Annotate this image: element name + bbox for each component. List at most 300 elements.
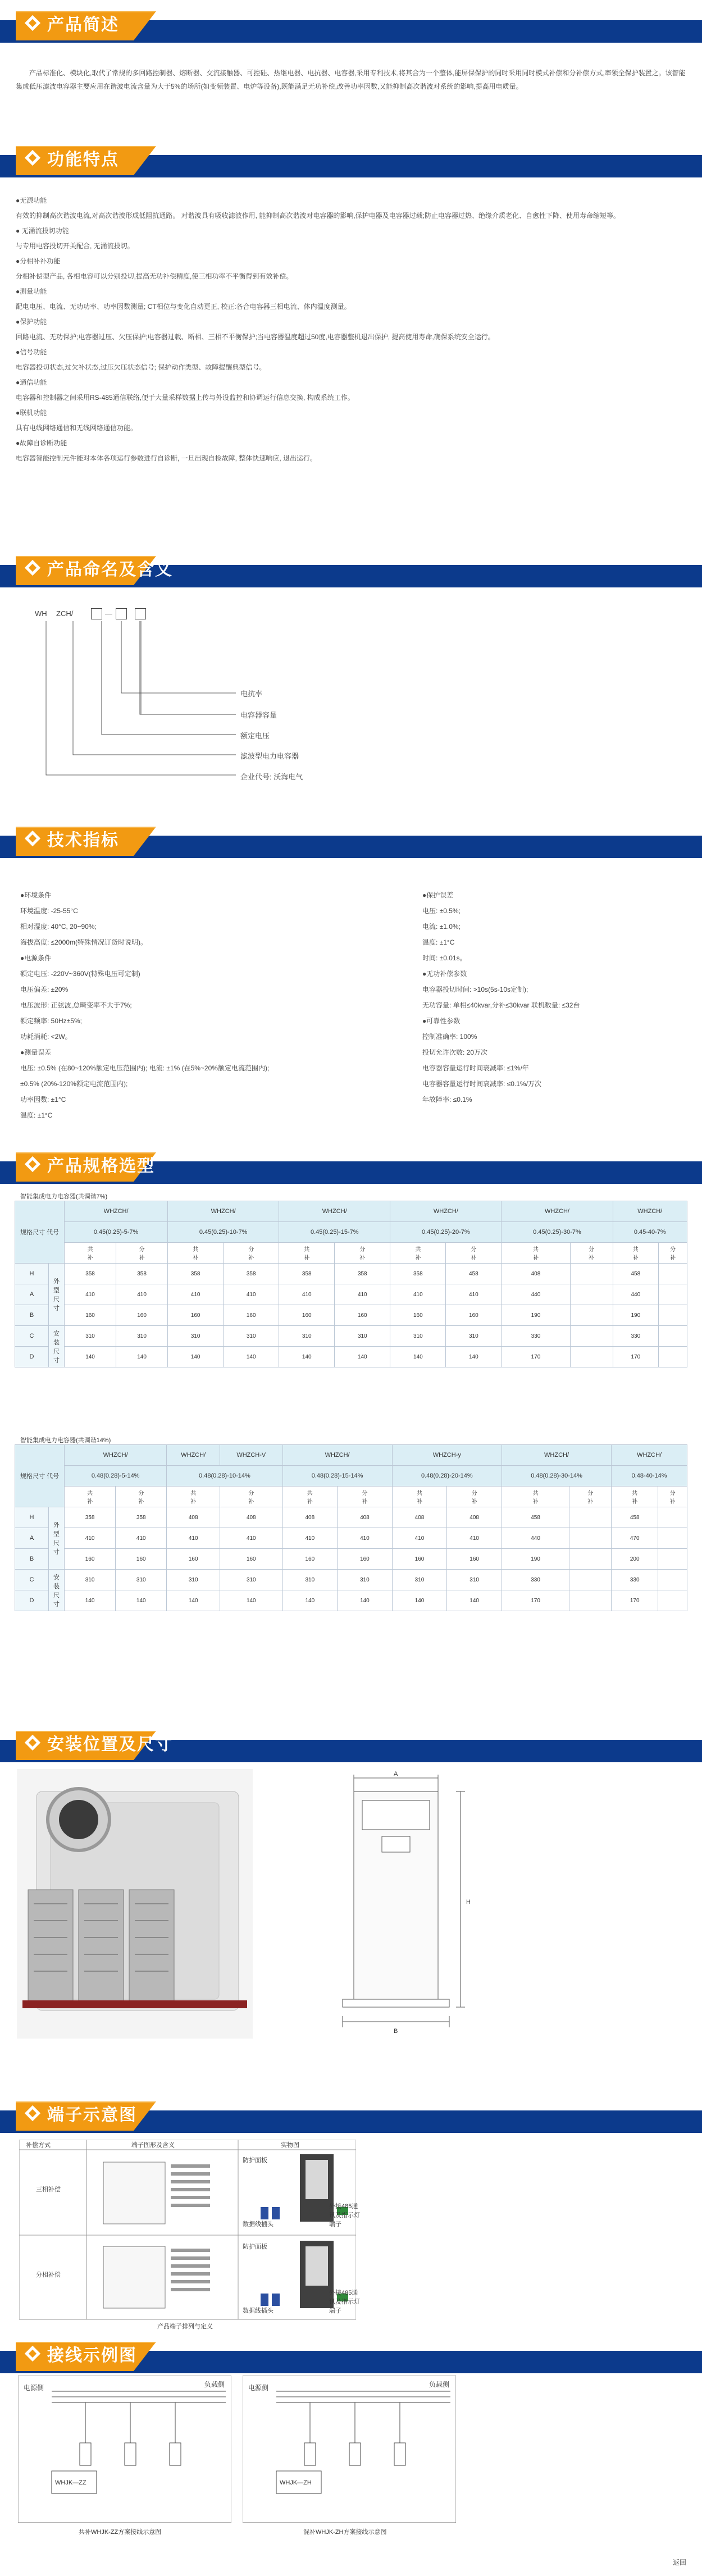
spec-line: 额定频率: 50Hz±5%; bbox=[20, 1017, 82, 1025]
table-cell bbox=[569, 1570, 612, 1590]
table-cell bbox=[570, 1305, 613, 1326]
spec-line: ●无功补偿参数 bbox=[422, 970, 467, 978]
terminal-header-figure: 端子图形及含义 bbox=[131, 2142, 175, 2149]
sub-mark: 补 bbox=[669, 1499, 676, 1505]
table-row bbox=[15, 1326, 687, 1347]
group-char: 安 bbox=[53, 1330, 60, 1337]
terminal-header-mode: 补偿方式 bbox=[26, 2142, 51, 2149]
table-cell bbox=[569, 1507, 612, 1528]
table2-caption: 智能集成电力电容器(共调谐14%) bbox=[20, 1437, 111, 1444]
spec-line: ●可靠性参数 bbox=[422, 1017, 461, 1025]
table-cell: 358 bbox=[65, 1507, 116, 1528]
table-cell: 330 bbox=[613, 1326, 659, 1347]
table-cell: 170 bbox=[612, 1590, 658, 1611]
label-panel: 防护面板 bbox=[243, 2244, 267, 2250]
model-param: 0.48-40-14% bbox=[612, 1466, 687, 1487]
table-cell bbox=[659, 1284, 687, 1305]
feature-line: 电容器投切状态,过欠补状态,过压欠压状态信号; 保护动作类型、故障提醒典型信号。 bbox=[16, 363, 266, 371]
sub-mode: 共 bbox=[307, 1490, 313, 1497]
table-cell: 140 bbox=[65, 1590, 116, 1611]
feature-line: ●通信功能 bbox=[16, 379, 47, 386]
table-cell: 160 bbox=[220, 1549, 282, 1570]
table-cell: 160 bbox=[446, 1305, 502, 1326]
sub-header-cell bbox=[167, 1487, 220, 1507]
table-cell: 190 bbox=[502, 1305, 570, 1326]
sub-mode: 共 bbox=[532, 1247, 539, 1253]
table-cell: 408 bbox=[282, 1507, 338, 1528]
spec-line: 电流: ±1.0%; bbox=[422, 923, 461, 931]
sub-mark: 补 bbox=[87, 1255, 93, 1261]
terminal-header-photo: 实物图 bbox=[281, 2142, 299, 2149]
table-cell: 310 bbox=[224, 1326, 279, 1347]
table-cell: 410 bbox=[220, 1528, 282, 1549]
sub-mark: 补 bbox=[87, 1499, 93, 1505]
sub-mode: 共 bbox=[415, 1247, 421, 1253]
table-cell: 440 bbox=[502, 1284, 570, 1305]
table-cell: 310 bbox=[279, 1326, 335, 1347]
sub-header-cell bbox=[338, 1487, 393, 1507]
group-char: 寸 bbox=[53, 1305, 60, 1312]
table-cell: 160 bbox=[392, 1549, 447, 1570]
code-dash: — bbox=[105, 609, 112, 618]
naming-label: 电容器容量 bbox=[240, 711, 277, 719]
feature-line: 配电电压、电流、无功功率、功率因数测量; CT相位与变化自动更正, 校正:各合电容器三相电流、体内温度测量。 bbox=[16, 303, 351, 311]
model-code: WHZCH/ bbox=[282, 1445, 392, 1466]
spec-line: 电压: ±0.5% (在80~120%额定电压范围内); 电流: ±1% (在5%~20%额定电流范围内); bbox=[20, 1064, 270, 1072]
section-terminal-header bbox=[0, 2100, 702, 2133]
spec-line: 电压波形: 正弦波,总畸变率不大于7%; bbox=[20, 1001, 132, 1009]
table-cell: 440 bbox=[502, 1528, 569, 1549]
table1-body bbox=[15, 1201, 687, 1367]
table-cell: 160 bbox=[390, 1305, 446, 1326]
sub-mark: 补 bbox=[417, 1499, 422, 1505]
dimension-label: H bbox=[15, 1264, 49, 1284]
sub-mark: 补 bbox=[362, 1499, 368, 1505]
group-label bbox=[49, 1264, 65, 1326]
naming-label: 电抗率 bbox=[240, 690, 263, 698]
table-cell bbox=[658, 1570, 687, 1590]
sub-mode: 分 bbox=[471, 1490, 477, 1497]
spec-line: 电容器容量运行时间衰减率: ≤0.1%/万次 bbox=[422, 1080, 541, 1088]
table-cell: 140 bbox=[446, 1347, 502, 1367]
wiring-left-box: WHJK—ZZ bbox=[55, 2479, 86, 2486]
sub-mark: 补 bbox=[248, 1499, 254, 1505]
group-label bbox=[49, 1570, 65, 1611]
terminal-row-three-phase: 三相补偿 bbox=[36, 2186, 61, 2193]
table-cell: 408 bbox=[338, 1507, 393, 1528]
table-cell: 310 bbox=[390, 1326, 446, 1347]
table-cell: 358 bbox=[390, 1264, 446, 1284]
table-cell: 310 bbox=[116, 1326, 168, 1347]
table-cell: 170 bbox=[502, 1347, 570, 1367]
spec-line: 电容器投切时间: >10s(5s-10s定制); bbox=[422, 986, 528, 993]
feature-line: 有效的抑制高次谐波电流,对高次谐波形成低阻抗通路。 对谐波具有吸收滤波作用, 能抑制高次谐波对电容器的影响,保护电器及电容器过载;防止电容器过热、绝缘介质老化、自愈性下降、使用寿命缩短等。 bbox=[16, 212, 621, 220]
spec-line: 环境温度: -25-55°C bbox=[20, 907, 78, 915]
feature-line: ●联机功能 bbox=[16, 409, 47, 417]
table-cell: 190 bbox=[502, 1549, 569, 1570]
table-cell: 410 bbox=[447, 1528, 502, 1549]
sub-mode: 共 bbox=[87, 1490, 93, 1497]
table-cell: 310 bbox=[447, 1570, 502, 1590]
table-cell: 140 bbox=[65, 1347, 116, 1367]
table-cell: 358 bbox=[168, 1264, 224, 1284]
table-cell: 410 bbox=[390, 1284, 446, 1305]
table-cell: 140 bbox=[335, 1347, 390, 1367]
table-cell: 310 bbox=[220, 1570, 282, 1590]
wiring-right-load: 负载侧 bbox=[429, 2381, 450, 2388]
table-cell: 310 bbox=[65, 1326, 116, 1347]
table-cell: 140 bbox=[220, 1590, 282, 1611]
code-box bbox=[116, 608, 127, 619]
table-cell: 408 bbox=[502, 1264, 570, 1284]
table-row bbox=[15, 1305, 687, 1326]
sub-mode: 分 bbox=[471, 1247, 477, 1253]
table-cell: 470 bbox=[612, 1528, 658, 1549]
wiring-right bbox=[243, 2376, 456, 2533]
sub-header-cell bbox=[658, 1487, 687, 1507]
table-cell bbox=[658, 1528, 687, 1549]
table-cell bbox=[659, 1347, 687, 1367]
table-cell: 160 bbox=[447, 1549, 502, 1570]
feature-line: ●无源功能 bbox=[16, 197, 47, 204]
sub-mode: 分 bbox=[248, 1247, 254, 1253]
wiring-left-caption: 共补WHJK-ZZ方案接线示意图 bbox=[79, 2529, 162, 2536]
group-char: 寸 bbox=[53, 1549, 60, 1556]
back-link[interactable]: 返回 bbox=[672, 2559, 686, 2566]
table-header-row bbox=[15, 1222, 687, 1243]
table-cell: 410 bbox=[168, 1284, 224, 1305]
spec-line: 额定电压: -220V~360V(特殊电压可定制) bbox=[20, 970, 140, 978]
table-cell: 310 bbox=[168, 1326, 224, 1347]
spec-line: 时间: ±0.01s。 bbox=[422, 954, 467, 962]
table-header-row bbox=[15, 1445, 687, 1466]
table-cell: 330 bbox=[612, 1570, 658, 1590]
table-cell bbox=[658, 1507, 687, 1528]
sub-mode: 共 bbox=[632, 1247, 639, 1253]
table-cell: 408 bbox=[167, 1507, 220, 1528]
table-cell: 160 bbox=[167, 1549, 220, 1570]
group-char: 寸 bbox=[53, 1601, 60, 1608]
table-row bbox=[15, 1347, 687, 1367]
table-cell bbox=[569, 1590, 612, 1611]
table-cell: 170 bbox=[613, 1347, 659, 1367]
dimension-label: C bbox=[15, 1326, 49, 1347]
spec-line: 电压偏差: ±20% bbox=[20, 986, 69, 993]
table-header-row bbox=[15, 1201, 687, 1222]
feature-line: 具有电线网络通信和无线网络通信功能。 bbox=[16, 424, 138, 432]
table-cell: 170 bbox=[502, 1590, 569, 1611]
feature-line: ● 无涌流投切功能 bbox=[16, 227, 69, 235]
section-title: 接线示例图 bbox=[47, 2346, 137, 2365]
features-list bbox=[16, 193, 687, 466]
label-data-plug: 数据线插头 bbox=[243, 2308, 273, 2314]
sub-header-cell bbox=[446, 1243, 502, 1264]
sub-mode: 分 bbox=[587, 1490, 594, 1497]
table-subheader-row bbox=[15, 1487, 687, 1507]
table-cell: 140 bbox=[116, 1347, 168, 1367]
sub-mark: 补 bbox=[471, 1499, 477, 1505]
table-cell: 310 bbox=[65, 1570, 116, 1590]
table-cell: 410 bbox=[65, 1284, 116, 1305]
overview-text: 产品标准化、模块化,取代了常规的多回路控制器、熔断器、交流接触器、可控硅、热继电器、电抗器、电容器,采用专利技术,将其合为一个整体,能屏保保护的同时采用同时模式补偿和分补偿方式,率领全保护装置之。该智能集成低压滤波电容器主要应用在谐波电流含量为大于5%的场所(如变频装置、电炉等设备),既能满足无功补偿,改善功率因数,又能抑制高次谐波对系统的影响,提高用电质量。 bbox=[16, 69, 686, 90]
sub-mark: 补 bbox=[632, 1499, 638, 1505]
section-title: 产品简述 bbox=[47, 16, 119, 34]
sub-mark: 补 bbox=[359, 1255, 366, 1261]
spec-line: 温度: ±1°C bbox=[422, 938, 455, 946]
spec-line: ●测量误差 bbox=[20, 1048, 52, 1056]
table-cell: 410 bbox=[338, 1528, 393, 1549]
sub-header-cell bbox=[116, 1487, 167, 1507]
feature-line: ●保护功能 bbox=[16, 318, 47, 326]
group-char: 安 bbox=[53, 1574, 60, 1581]
table-cell: 190 bbox=[613, 1305, 659, 1326]
dimension-label: C bbox=[15, 1570, 49, 1590]
sub-mark: 补 bbox=[587, 1499, 594, 1505]
table-cell: 458 bbox=[502, 1507, 569, 1528]
table-header-row bbox=[15, 1466, 687, 1487]
feature-line: ●信号功能 bbox=[16, 348, 47, 356]
label-485: 外接485通讯及指示灯端子 bbox=[329, 2290, 360, 2314]
table-cell: 408 bbox=[220, 1507, 282, 1528]
terminal-caption: 产品端子排列与定义 bbox=[157, 2323, 213, 2330]
dim-b: B bbox=[394, 2028, 398, 2035]
label-485: 外接485通讯及指示灯端子 bbox=[329, 2203, 360, 2228]
table-cell: 410 bbox=[279, 1284, 335, 1305]
group-char: 型 bbox=[53, 1531, 60, 1538]
table-cell: 160 bbox=[335, 1305, 390, 1326]
model-code: WHZCH/ bbox=[168, 1201, 279, 1222]
group-char: 装 bbox=[53, 1583, 60, 1590]
code-box bbox=[91, 608, 102, 619]
group-label bbox=[49, 1326, 65, 1367]
wiring-right-box: WHJK—ZH bbox=[280, 2479, 312, 2486]
sub-mode: 分 bbox=[139, 1247, 145, 1253]
table-cell bbox=[658, 1590, 687, 1611]
feature-line: ●分相补补功能 bbox=[16, 257, 61, 265]
code-series: ZCH/ bbox=[56, 609, 74, 618]
group-char: 尺 bbox=[53, 1348, 60, 1355]
sub-header-cell bbox=[392, 1487, 447, 1507]
table-cell: 310 bbox=[282, 1570, 338, 1590]
sub-mark: 补 bbox=[307, 1499, 313, 1505]
table-cell: 358 bbox=[65, 1264, 116, 1284]
sub-mark: 补 bbox=[304, 1255, 310, 1261]
model-code: WHZCH/ bbox=[502, 1201, 613, 1222]
model-code: WHZCH-y bbox=[392, 1445, 502, 1466]
table-cell: 410 bbox=[282, 1528, 338, 1549]
model-param: 0.48(0.28)-20-14% bbox=[392, 1466, 502, 1487]
table-cell: 140 bbox=[447, 1590, 502, 1611]
sub-header-cell bbox=[65, 1487, 116, 1507]
dimension-label: B bbox=[15, 1549, 49, 1570]
sub-header-cell bbox=[168, 1243, 224, 1264]
sub-mode: 分 bbox=[138, 1490, 144, 1497]
spec-line: 投切允许次数: 20万次 bbox=[422, 1048, 488, 1056]
table-cell bbox=[659, 1264, 687, 1284]
table-cell: 160 bbox=[168, 1305, 224, 1326]
sub-header-cell bbox=[65, 1243, 116, 1264]
terminal-row-split-phase: 分相补偿 bbox=[36, 2272, 61, 2278]
code-prefix: WH bbox=[35, 609, 47, 618]
sub-header-cell bbox=[570, 1243, 613, 1264]
section-title: 产品规格选型 bbox=[47, 1157, 155, 1175]
sub-mode: 共 bbox=[193, 1247, 199, 1253]
model-param: 0.45(0.25)-5-7% bbox=[65, 1222, 168, 1243]
feature-line: 电容器智能控制元件能对本体各项运行参数进行自诊断, 一旦出现自检故障, 整体快速响应, 退出运行。 bbox=[16, 454, 317, 462]
sub-mode: 分 bbox=[362, 1490, 368, 1497]
table-cell: 408 bbox=[447, 1507, 502, 1528]
table-row bbox=[15, 1528, 687, 1549]
table-cell: 310 bbox=[335, 1326, 390, 1347]
feature-line: ●测量功能 bbox=[16, 288, 47, 295]
feature-line: 回路电流、无功保护;电容器过压、欠压保护;电容器过载、断相、三相不平衡保护;当电容器温度超过50度,电容器整机退出保护, 提高使用寿命,确保系统安全运行。 bbox=[16, 333, 495, 341]
table-cell: 310 bbox=[116, 1570, 167, 1590]
table-cell: 140 bbox=[224, 1347, 279, 1367]
label-panel: 防护面板 bbox=[243, 2157, 267, 2164]
group-char: 外 bbox=[53, 1278, 60, 1285]
table-cell: 330 bbox=[502, 1326, 570, 1347]
wiring-left bbox=[18, 2376, 231, 2533]
table-cell: 160 bbox=[116, 1305, 168, 1326]
section-naming-header bbox=[0, 555, 702, 587]
table-cell: 410 bbox=[116, 1284, 168, 1305]
model-code: WHZCH-V bbox=[220, 1445, 282, 1466]
table-cell: 310 bbox=[338, 1570, 393, 1590]
spec-line: 无功容量: 单相≤40kvar,分补≤30kvar 联机数量: ≤32台 bbox=[422, 1001, 580, 1009]
sub-mark: 补 bbox=[190, 1499, 197, 1505]
section-features-header bbox=[0, 145, 702, 177]
table-cell: 410 bbox=[167, 1528, 220, 1549]
model-code: WHZCH/ bbox=[612, 1445, 687, 1466]
spec-line: 相对湿度: 40°C, 20~90%; bbox=[20, 923, 97, 931]
table-cell bbox=[658, 1549, 687, 1570]
table-row bbox=[15, 1264, 687, 1284]
dimension-label: A bbox=[15, 1528, 49, 1549]
dimension-label: A bbox=[15, 1284, 49, 1305]
model-param: 0.48(0.28)-15-14% bbox=[282, 1466, 392, 1487]
sub-header-cell bbox=[390, 1243, 446, 1264]
table-row bbox=[15, 1507, 687, 1528]
code-box bbox=[135, 608, 146, 619]
model-param: 0.45(0.25)-20-7% bbox=[390, 1222, 502, 1243]
section-install-header bbox=[0, 1730, 702, 1762]
sub-mark: 补 bbox=[138, 1499, 144, 1505]
table-cell: 358 bbox=[116, 1264, 168, 1284]
table2-body bbox=[15, 1445, 687, 1611]
group-char: 外 bbox=[53, 1522, 60, 1529]
sub-header-cell bbox=[659, 1243, 687, 1264]
sub-mode: 共 bbox=[190, 1490, 197, 1497]
section-title: 技术指标 bbox=[47, 831, 119, 850]
table-cell: 410 bbox=[116, 1528, 167, 1549]
sub-mark: 补 bbox=[532, 1499, 539, 1505]
outline-drawing bbox=[331, 1769, 500, 2039]
model-param: 0.48(0.28)-10-14% bbox=[167, 1466, 282, 1487]
table-cell bbox=[570, 1326, 613, 1347]
table-cell: 140 bbox=[167, 1590, 220, 1611]
table-cell: 330 bbox=[502, 1570, 569, 1590]
spec-line: 功耗消耗: <2W。 bbox=[20, 1033, 72, 1041]
sub-header-cell bbox=[220, 1487, 282, 1507]
model-param: 0.45(0.25)-30-7% bbox=[502, 1222, 613, 1243]
sub-mode: 共 bbox=[417, 1490, 422, 1497]
group-char: 尺 bbox=[53, 1540, 60, 1547]
spec-line: 温度: ±1°C bbox=[20, 1111, 53, 1119]
section-wiring-header bbox=[0, 2341, 702, 2373]
naming-label: 企业代号: 沃海电气 bbox=[240, 773, 303, 781]
spec-line: ●电源条件 bbox=[20, 954, 52, 962]
sub-mode: 共 bbox=[632, 1490, 638, 1497]
sub-mode: 分 bbox=[589, 1247, 594, 1253]
model-param: 0.45(0.25)-15-7% bbox=[279, 1222, 390, 1243]
table-cell: 358 bbox=[279, 1264, 335, 1284]
spec-line: ●环境条件 bbox=[20, 891, 52, 899]
table-cell: 458 bbox=[613, 1264, 659, 1284]
capacitor-photo bbox=[17, 1769, 253, 2039]
feature-line: 分相补偿型产品, 各相电容可以分别投切,提高无功补偿精度,使三相功率不平衡得到有效补偿。 bbox=[16, 272, 293, 280]
wiring-right-caption: 混补WHJK-ZH方案接线示意图 bbox=[303, 2529, 387, 2536]
dimension-label: H bbox=[15, 1507, 49, 1528]
sub-header-cell bbox=[447, 1487, 502, 1507]
table-row bbox=[15, 1570, 687, 1590]
model-code: WHZCH/ bbox=[65, 1201, 168, 1222]
sub-mark: 补 bbox=[248, 1255, 254, 1261]
table-cell: 140 bbox=[338, 1590, 393, 1611]
sub-header-cell bbox=[502, 1243, 570, 1264]
sub-mark: 补 bbox=[589, 1255, 594, 1261]
table-cell: 310 bbox=[446, 1326, 502, 1347]
table-row bbox=[15, 1549, 687, 1570]
model-code: WHZCH/ bbox=[390, 1201, 502, 1222]
sub-mode: 分 bbox=[248, 1490, 254, 1497]
naming-lines bbox=[34, 620, 236, 788]
table-cell: 140 bbox=[168, 1347, 224, 1367]
model-param: 0.45(0.25)-10-7% bbox=[168, 1222, 279, 1243]
table-cell: 140 bbox=[392, 1590, 447, 1611]
sub-mark: 补 bbox=[670, 1255, 676, 1261]
table-cell bbox=[659, 1305, 687, 1326]
sub-header-cell bbox=[335, 1243, 390, 1264]
specs-right bbox=[422, 887, 686, 1107]
sub-mode: 分 bbox=[669, 1490, 676, 1497]
table-cell bbox=[570, 1347, 613, 1367]
section-title: 产品命名及含义 bbox=[47, 560, 173, 579]
table-cell: 310 bbox=[392, 1570, 447, 1590]
section-overview-header bbox=[0, 10, 702, 43]
table-cell: 358 bbox=[224, 1264, 279, 1284]
table-cell bbox=[570, 1284, 613, 1305]
dimension-label: D bbox=[15, 1347, 49, 1367]
group-char: 装 bbox=[53, 1339, 60, 1346]
table-cell: 160 bbox=[338, 1549, 393, 1570]
table-cell: 140 bbox=[390, 1347, 446, 1367]
specs-left bbox=[20, 887, 380, 1123]
table1-caption: 智能集成电力电容器(共调谐7%) bbox=[20, 1193, 108, 1200]
naming-label: 滤波型电力电容器 bbox=[240, 752, 299, 760]
label-data-plug: 数据线插头 bbox=[243, 2221, 273, 2228]
table-cell: 408 bbox=[392, 1507, 447, 1528]
spec-table-7pct bbox=[15, 1201, 687, 1367]
table-cell: 410 bbox=[65, 1528, 116, 1549]
spec-line: 年故障率: ≤0.1% bbox=[422, 1096, 472, 1104]
model-param: 0.45-40-7% bbox=[613, 1222, 687, 1243]
wiring-left-source: 电源侧 bbox=[24, 2384, 44, 2392]
spec-line: 海拔高度: ≤2000m(特殊情况订货时说明)。 bbox=[20, 938, 147, 946]
group-char: 型 bbox=[53, 1287, 60, 1294]
sub-mark: 补 bbox=[139, 1255, 145, 1261]
section-title: 安装位置及尺寸 bbox=[47, 1735, 173, 1754]
table-cell: 200 bbox=[612, 1549, 658, 1570]
